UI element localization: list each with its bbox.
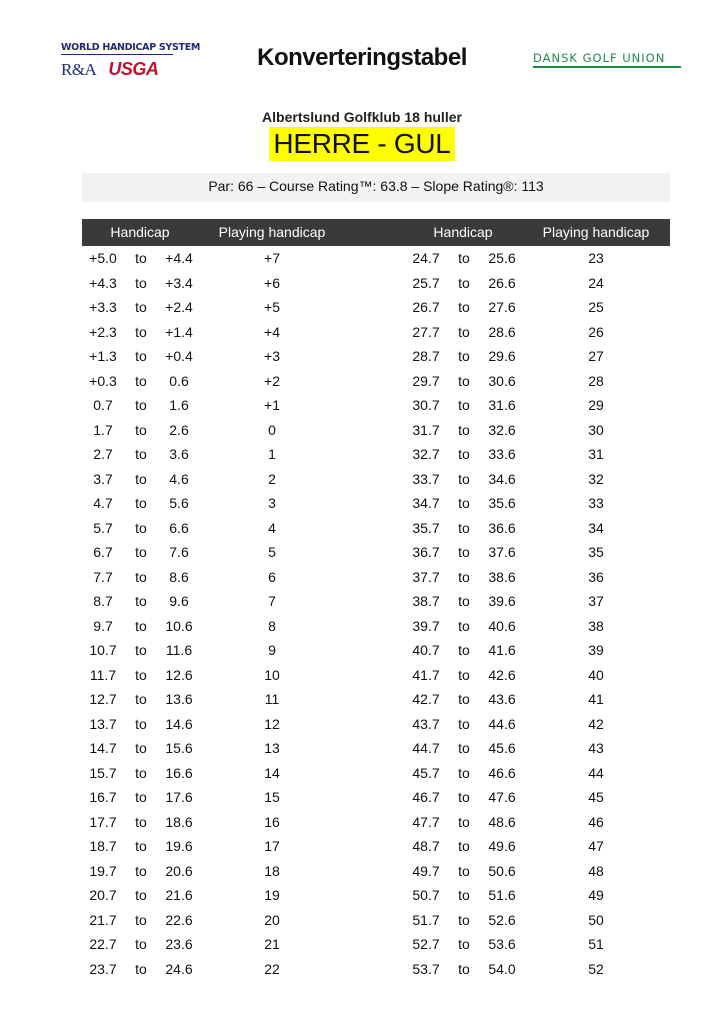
handicap-to-right: 38.6: [488, 568, 516, 585]
playing-handicap-left: 14: [264, 764, 280, 781]
handicap-to-right: 31.6: [488, 397, 516, 413]
to-separator-right: to: [458, 446, 470, 462]
to-separator-right: to: [458, 372, 470, 389]
handicap-to-right: 27.6: [488, 299, 516, 315]
handicap-to-right: 54.0: [488, 960, 516, 977]
to-separator-left: to: [135, 789, 147, 805]
handicap-to-left: 5.6: [169, 495, 189, 511]
dgu-logo-underline: [533, 66, 681, 68]
to-separator-left: to: [135, 470, 147, 487]
to-separator-left: to: [135, 691, 147, 707]
playing-handicap-right: 45: [588, 789, 604, 805]
handicap-to-right: 32.6: [488, 421, 516, 438]
to-separator-left: to: [135, 740, 147, 756]
handicap-from-right: 36.7: [412, 544, 440, 560]
to-separator-right: to: [458, 813, 470, 830]
tee-label-wrapper: [0, 127, 724, 161]
playing-handicap-left: 22: [264, 960, 280, 977]
playing-handicap-right: 30: [588, 421, 604, 438]
handicap-from-left: +5.0: [89, 250, 117, 266]
handicap-to-right: 43.6: [488, 691, 516, 707]
playing-handicap-left: +3: [264, 348, 280, 364]
to-separator-left: to: [135, 274, 147, 291]
playing-handicap-left: 17: [264, 838, 280, 854]
handicap-to-left: 18.6: [165, 813, 193, 830]
column-header-playing-handicap-right: Playing handicap: [542, 224, 650, 240]
playing-handicap-right: 39: [588, 642, 604, 658]
to-separator-left: to: [135, 421, 147, 438]
table-row: [0, 713, 724, 738]
table-row: [0, 272, 724, 297]
playing-handicap-left: 13: [264, 740, 280, 756]
handicap-to-right: 50.6: [488, 862, 516, 879]
to-separator-right: to: [458, 764, 470, 781]
handicap-from-left: +2.3: [89, 323, 117, 340]
to-separator-left: to: [135, 911, 147, 928]
to-separator-left: to: [135, 568, 147, 585]
handicap-to-right: 53.6: [488, 936, 516, 952]
handicap-to-left: 8.6: [169, 568, 189, 585]
to-separator-left: to: [135, 862, 147, 879]
playing-handicap-left: 20: [264, 911, 280, 928]
handicap-to-left: 24.6: [165, 960, 193, 977]
handicap-to-right: 37.6: [488, 544, 516, 560]
to-separator-left: to: [135, 666, 147, 683]
handicap-to-right: 42.6: [488, 666, 516, 683]
to-separator-left: to: [135, 960, 147, 977]
to-separator-left: to: [135, 764, 147, 781]
handicap-to-right: 35.6: [488, 495, 516, 511]
handicap-to-right: 44.6: [488, 715, 516, 732]
handicap-from-right: 24.7: [412, 250, 440, 266]
to-separator-left: to: [135, 299, 147, 315]
table-row: [0, 835, 724, 860]
handicap-to-left: 14.6: [165, 715, 193, 732]
playing-handicap-left: +1: [264, 397, 280, 413]
to-separator-left: to: [135, 617, 147, 634]
playing-handicap-right: 32: [588, 470, 604, 487]
handicap-to-right: 40.6: [488, 617, 516, 634]
table-row: [0, 811, 724, 836]
to-separator-left: to: [135, 593, 147, 609]
handicap-to-left: 7.6: [169, 544, 189, 560]
to-separator-right: to: [458, 323, 470, 340]
handicap-from-right: 51.7: [412, 911, 440, 928]
page-title: Konverteringstabel: [257, 44, 467, 71]
playing-handicap-left: 8: [268, 617, 276, 634]
conversion-table-body: [0, 247, 724, 982]
to-separator-left: to: [135, 642, 147, 658]
whs-logo-text: WORLD HANDICAP SYSTEM: [61, 42, 201, 53]
handicap-to-left: 13.6: [165, 691, 193, 707]
handicap-from-right: 41.7: [412, 666, 440, 683]
handicap-from-left: 5.7: [93, 519, 113, 536]
to-separator-right: to: [458, 666, 470, 683]
handicap-to-left: 0.6: [169, 372, 189, 389]
handicap-from-left: 1.7: [93, 421, 113, 438]
table-row: [0, 639, 724, 664]
to-separator-right: to: [458, 470, 470, 487]
to-separator-right: to: [458, 544, 470, 560]
playing-handicap-right: 33: [588, 495, 604, 511]
handicap-from-left: 22.7: [89, 936, 117, 952]
playing-handicap-right: 51: [588, 936, 604, 952]
column-header-handicap-left: Handicap: [110, 224, 170, 240]
handicap-to-left: 23.6: [165, 936, 193, 952]
playing-handicap-right: 26: [588, 323, 604, 340]
to-separator-right: to: [458, 838, 470, 854]
playing-handicap-right: 37: [588, 593, 604, 609]
to-separator-right: to: [458, 299, 470, 315]
playing-handicap-right: 23: [588, 250, 604, 266]
to-separator-right: to: [458, 960, 470, 977]
to-separator-right: to: [458, 789, 470, 805]
table-row: [0, 321, 724, 346]
playing-handicap-right: 29: [588, 397, 604, 413]
to-separator-right: to: [458, 568, 470, 585]
playing-handicap-right: 44: [588, 764, 604, 781]
to-separator-right: to: [458, 911, 470, 928]
handicap-to-left: 12.6: [165, 666, 193, 683]
table-row: [0, 468, 724, 493]
handicap-to-right: 46.6: [488, 764, 516, 781]
to-separator-left: to: [135, 348, 147, 364]
handicap-from-right: 35.7: [412, 519, 440, 536]
to-separator-left: to: [135, 936, 147, 952]
to-separator-right: to: [458, 250, 470, 266]
table-row: [0, 247, 724, 272]
handicap-from-right: 48.7: [412, 838, 440, 854]
handicap-from-left: 19.7: [89, 862, 117, 879]
playing-handicap-left: 5: [268, 544, 276, 560]
handicap-from-left: 8.7: [93, 593, 113, 609]
handicap-from-left: 16.7: [89, 789, 117, 805]
table-row: [0, 394, 724, 419]
playing-handicap-right: 28: [588, 372, 604, 389]
table-row: [0, 884, 724, 909]
handicap-to-left: +0.4: [165, 348, 193, 364]
to-separator-right: to: [458, 274, 470, 291]
handicap-from-right: 49.7: [412, 862, 440, 879]
handicap-from-left: 7.7: [93, 568, 113, 585]
playing-handicap-right: 34: [588, 519, 604, 536]
tee-label: HERRE - GUL: [269, 127, 454, 161]
to-separator-right: to: [458, 642, 470, 658]
handicap-to-right: 41.6: [488, 642, 516, 658]
handicap-to-right: 34.6: [488, 470, 516, 487]
to-separator-right: to: [458, 740, 470, 756]
playing-handicap-right: 49: [588, 887, 604, 903]
to-separator-right: to: [458, 617, 470, 634]
handicap-to-left: 17.6: [165, 789, 193, 805]
to-separator-right: to: [458, 421, 470, 438]
handicap-from-right: 37.7: [412, 568, 440, 585]
table-row: [0, 786, 724, 811]
to-separator-left: to: [135, 519, 147, 536]
to-separator-right: to: [458, 715, 470, 732]
to-separator-right: to: [458, 519, 470, 536]
playing-handicap-right: 27: [588, 348, 604, 364]
handicap-from-left: 2.7: [93, 446, 113, 462]
handicap-to-left: 9.6: [169, 593, 189, 609]
handicap-to-left: +2.4: [165, 299, 193, 315]
column-header-handicap-right: Handicap: [433, 224, 493, 240]
handicap-from-right: 42.7: [412, 691, 440, 707]
to-separator-right: to: [458, 936, 470, 952]
handicap-from-right: 34.7: [412, 495, 440, 511]
handicap-to-left: 6.6: [169, 519, 189, 536]
table-row: [0, 664, 724, 689]
handicap-from-left: 11.7: [89, 666, 117, 683]
handicap-to-right: 48.6: [488, 813, 516, 830]
table-row: [0, 541, 724, 566]
handicap-from-left: 9.7: [93, 617, 113, 634]
playing-handicap-left: 3: [268, 495, 276, 511]
playing-handicap-left: +2: [264, 372, 280, 389]
handicap-to-left: 20.6: [165, 862, 193, 879]
to-separator-left: to: [135, 397, 147, 413]
handicap-to-right: 25.6: [488, 250, 516, 266]
handicap-to-right: 36.6: [488, 519, 516, 536]
table-row: [0, 762, 724, 787]
handicap-to-right: 30.6: [488, 372, 516, 389]
handicap-from-right: 32.7: [412, 446, 440, 462]
to-separator-right: to: [458, 495, 470, 511]
to-separator-right: to: [458, 887, 470, 903]
playing-handicap-left: +6: [264, 274, 280, 291]
column-header-playing-handicap-left: Playing handicap: [218, 224, 326, 240]
table-row: [0, 492, 724, 517]
handicap-from-right: 38.7: [412, 593, 440, 609]
handicap-from-left: +4.3: [89, 274, 117, 291]
handicap-to-right: 52.6: [488, 911, 516, 928]
handicap-to-right: 26.6: [488, 274, 516, 291]
handicap-from-right: 43.7: [412, 715, 440, 732]
handicap-to-left: +1.4: [165, 323, 193, 340]
table-row: [0, 419, 724, 444]
handicap-from-right: 50.7: [412, 887, 440, 903]
playing-handicap-left: +5: [264, 299, 280, 315]
handicap-from-right: 52.7: [412, 936, 440, 952]
playing-handicap-left: 11: [264, 691, 280, 707]
handicap-from-left: 21.7: [89, 911, 117, 928]
handicap-from-left: 13.7: [89, 715, 117, 732]
handicap-to-left: 2.6: [169, 421, 189, 438]
handicap-to-right: 28.6: [488, 323, 516, 340]
playing-handicap-left: 12: [264, 715, 280, 732]
table-row: [0, 443, 724, 468]
handicap-to-right: 29.6: [488, 348, 516, 364]
playing-handicap-left: 0: [268, 421, 276, 438]
handicap-from-right: 40.7: [412, 642, 440, 658]
handicap-from-left: 18.7: [89, 838, 117, 854]
table-row: [0, 737, 724, 762]
handicap-to-right: 33.6: [488, 446, 516, 462]
handicap-from-right: 44.7: [412, 740, 440, 756]
to-separator-right: to: [458, 593, 470, 609]
table-row: [0, 860, 724, 885]
handicap-to-left: 11.6: [165, 642, 193, 658]
to-separator-left: to: [135, 544, 147, 560]
playing-handicap-left: 18: [264, 862, 280, 879]
table-row: [0, 370, 724, 395]
playing-handicap-right: 41: [588, 691, 604, 707]
handicap-from-left: 23.7: [89, 960, 117, 977]
playing-handicap-right: 25: [588, 299, 604, 315]
handicap-to-right: 39.6: [488, 593, 516, 609]
dgu-logo-text: DANSK GOLF UNION: [533, 51, 666, 65]
handicap-from-left: 10.7: [89, 642, 117, 658]
playing-handicap-right: 46: [588, 813, 604, 830]
handicap-to-left: +4.4: [165, 250, 193, 266]
to-separator-left: to: [135, 495, 147, 511]
to-separator-left: to: [135, 372, 147, 389]
table-row: [0, 590, 724, 615]
table-row: [0, 688, 724, 713]
to-separator-left: to: [135, 838, 147, 854]
handicap-from-left: 4.7: [93, 495, 113, 511]
table-row: [0, 566, 724, 591]
handicap-from-right: 45.7: [412, 764, 440, 781]
to-separator-right: to: [458, 691, 470, 707]
handicap-to-right: 47.6: [488, 789, 516, 805]
usga-logo: USGA: [108, 59, 159, 79]
handicap-from-right: 46.7: [412, 789, 440, 805]
playing-handicap-left: 6: [268, 568, 276, 585]
table-row: [0, 615, 724, 640]
handicap-to-left: 10.6: [165, 617, 193, 634]
handicap-from-right: 29.7: [412, 372, 440, 389]
handicap-from-left: 12.7: [89, 691, 117, 707]
to-separator-right: to: [458, 397, 470, 413]
handicap-to-left: 16.6: [165, 764, 193, 781]
to-separator-left: to: [135, 887, 147, 903]
playing-handicap-right: 24: [588, 274, 604, 291]
playing-handicap-right: 40: [588, 666, 604, 683]
handicap-from-left: 20.7: [89, 887, 117, 903]
handicap-to-right: 45.6: [488, 740, 516, 756]
playing-handicap-right: 35: [588, 544, 604, 560]
table-header: [82, 219, 670, 246]
handicap-to-left: 3.6: [169, 446, 189, 462]
handicap-from-left: 15.7: [89, 764, 117, 781]
handicap-from-left: 14.7: [89, 740, 117, 756]
playing-handicap-right: 52: [588, 960, 604, 977]
handicap-from-left: 0.7: [93, 397, 113, 413]
table-row: [0, 933, 724, 958]
ra-logo: R&A: [61, 60, 97, 79]
handicap-from-right: 33.7: [412, 470, 440, 487]
handicap-from-right: 28.7: [412, 348, 440, 364]
handicap-to-left: +3.4: [165, 274, 193, 291]
handicap-to-left: 4.6: [169, 470, 189, 487]
table-row: [0, 517, 724, 542]
handicap-from-left: +1.3: [89, 348, 117, 364]
playing-handicap-right: 38: [588, 617, 604, 634]
playing-handicap-right: 36: [588, 568, 604, 585]
handicap-from-right: 31.7: [412, 421, 440, 438]
handicap-to-left: 15.6: [165, 740, 193, 756]
playing-handicap-right: 47: [588, 838, 604, 854]
handicap-to-right: 49.6: [488, 838, 516, 854]
playing-handicap-right: 42: [588, 715, 604, 732]
playing-handicap-left: 1: [268, 446, 276, 462]
table-row: [0, 345, 724, 370]
playing-handicap-left: +4: [264, 323, 280, 340]
playing-handicap-left: 15: [264, 789, 280, 805]
table-row: [0, 296, 724, 321]
handicap-from-right: 39.7: [412, 617, 440, 634]
playing-handicap-right: 48: [588, 862, 604, 879]
handicap-from-right: 30.7: [412, 397, 440, 413]
playing-handicap-left: 16: [264, 813, 280, 830]
playing-handicap-left: 7: [268, 593, 276, 609]
playing-handicap-left: 21: [264, 936, 280, 952]
playing-handicap-right: 43: [588, 740, 604, 756]
handicap-from-left: 17.7: [89, 813, 117, 830]
to-separator-left: to: [135, 250, 147, 266]
to-separator-right: to: [458, 348, 470, 364]
handicap-from-left: 3.7: [93, 470, 113, 487]
handicap-from-right: 26.7: [412, 299, 440, 315]
handicap-from-right: 53.7: [412, 960, 440, 977]
handicap-from-left: +3.3: [89, 299, 117, 315]
to-separator-left: to: [135, 323, 147, 340]
handicap-to-left: 1.6: [169, 397, 189, 413]
handicap-to-left: 22.6: [165, 911, 193, 928]
playing-handicap-right: 31: [588, 446, 604, 462]
handicap-to-right: 51.6: [488, 887, 516, 903]
handicap-from-left: +0.3: [89, 372, 117, 389]
playing-handicap-left: 2: [268, 470, 276, 487]
handicap-from-right: 25.7: [412, 274, 440, 291]
to-separator-right: to: [458, 862, 470, 879]
to-separator-left: to: [135, 813, 147, 830]
handicap-from-right: 27.7: [412, 323, 440, 340]
playing-handicap-left: 4: [268, 519, 276, 536]
playing-handicap-left: +7: [264, 250, 280, 266]
to-separator-left: to: [135, 715, 147, 732]
club-name: Albertslund Golfklub 18 huller: [262, 109, 462, 125]
playing-handicap-left: 10: [264, 666, 280, 683]
course-rating-bar: Par: 66 – Course Rating™: 63.8 – Slope Rating®: 113: [82, 173, 670, 202]
dansk-golf-union-logo: [533, 51, 683, 68]
handicap-to-left: 21.6: [165, 887, 193, 903]
handicap-from-left: 6.7: [93, 544, 113, 560]
playing-handicap-left: 19: [264, 887, 280, 903]
playing-handicap-right: 50: [588, 911, 604, 928]
to-separator-left: to: [135, 446, 147, 462]
handicap-to-left: 19.6: [165, 838, 193, 854]
table-row: [0, 958, 724, 983]
playing-handicap-left: 9: [268, 642, 276, 658]
table-row: [0, 909, 724, 934]
handicap-from-right: 47.7: [412, 813, 440, 830]
